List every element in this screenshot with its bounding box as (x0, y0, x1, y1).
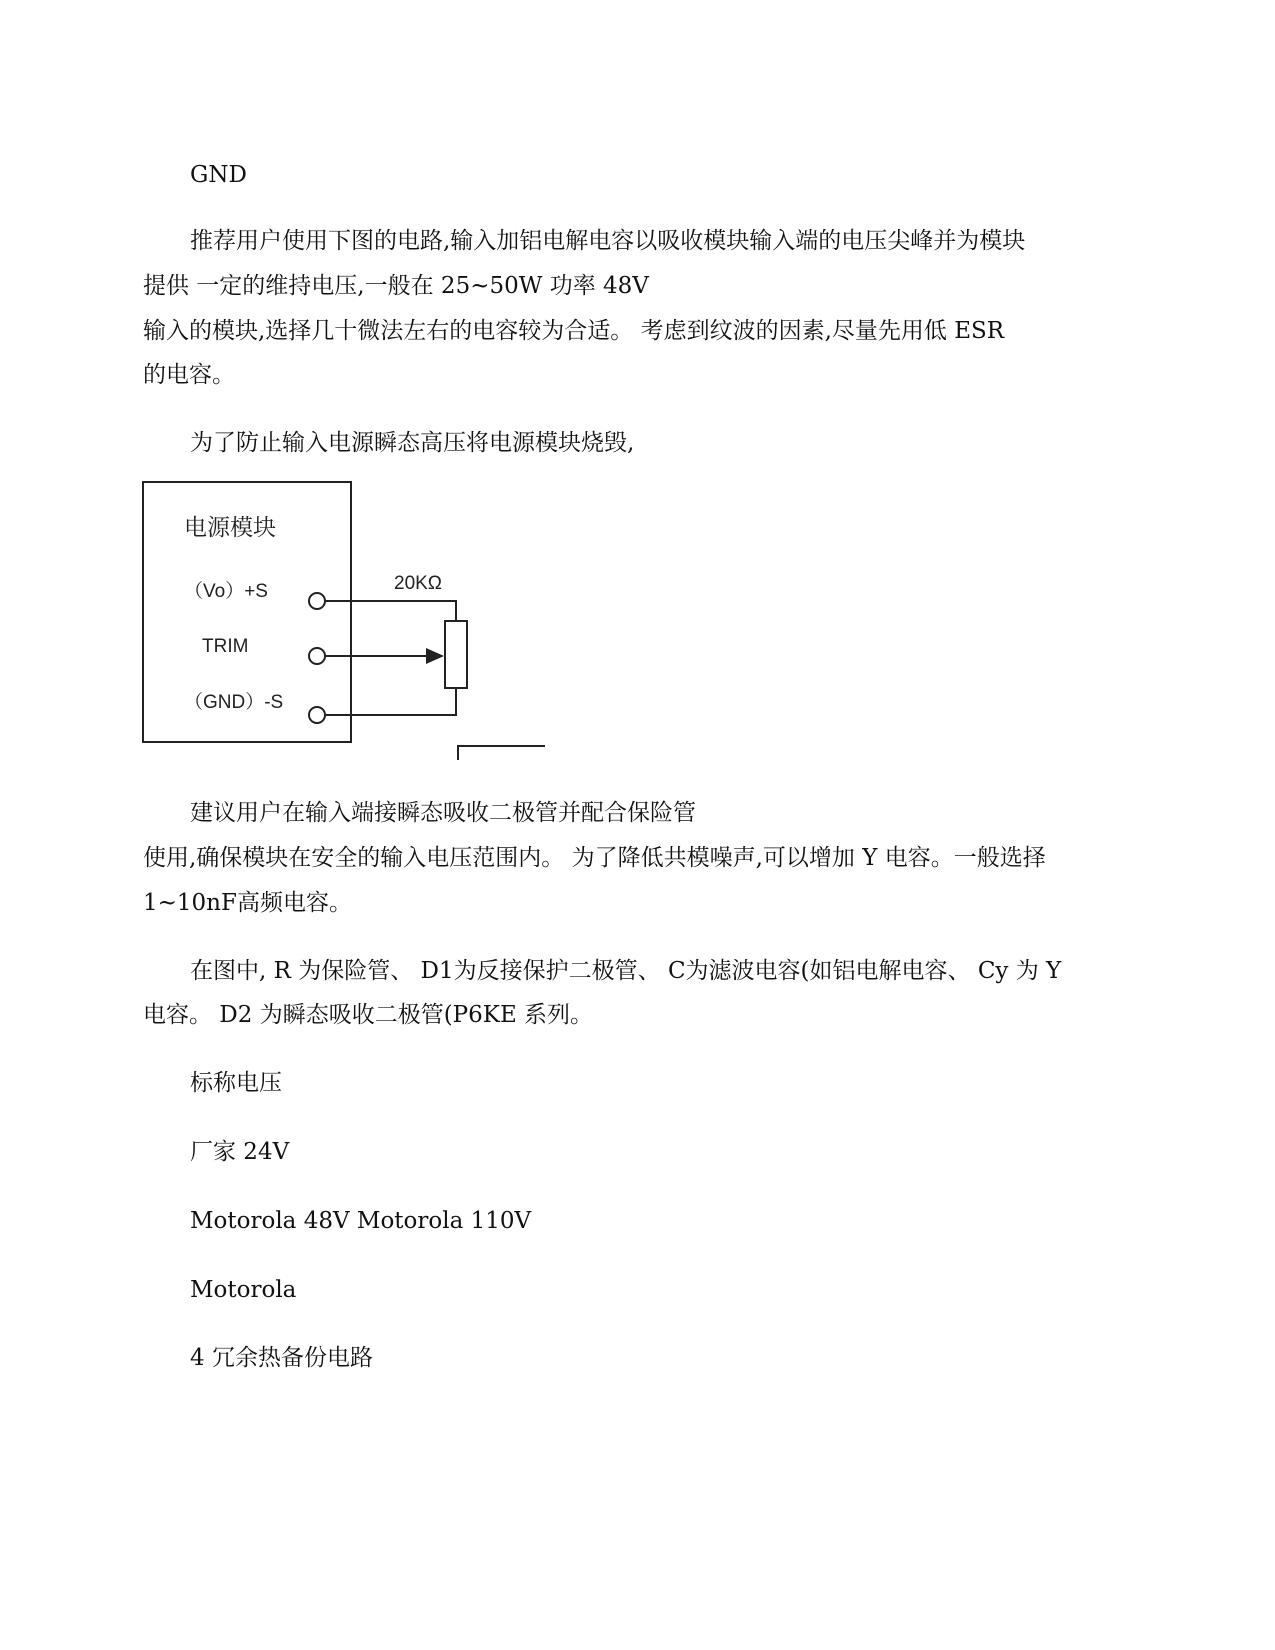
module-title: 电源模块 (184, 514, 276, 540)
nominal-voltage-text: 标称电压 (190, 1070, 282, 1096)
paragraph-1-line-1: 推荐用户使用下图的电路,输入加铝电解电容以吸收模块输入端的电压尖峰并为模块 (190, 228, 1026, 254)
motorola-text: Motorola (190, 1277, 297, 1303)
motorola-voltages-text: Motorola 48V Motorola 110V (190, 1208, 532, 1234)
sense-plus-terminal (309, 593, 325, 609)
resistor-value-label: 20KΩ (394, 573, 443, 594)
paragraph-4-line-1: 在图中, R 为保险管、 D1为反接保护二极管、 C为滤波电容(如铝电解电容、 Cy 为 Y (190, 958, 1062, 984)
sense-minus-terminal (309, 707, 325, 723)
paragraph-3-line-2: 使用,确保模块在安全的输入电压范围内。 为了降低共模噪声,可以增加 Y 电容。一般选择 (143, 845, 1046, 871)
paragraph-1-line-3: 输入的模块,选择几十微法左右的电容较为合适。 考虑到纹波的因素,尽量先用低 ESR (143, 318, 1005, 344)
trim-circuit-diagram (140, 480, 560, 765)
paragraph-2-line-1: 为了防止输入电源瞬态高压将电源模块烧毁, (190, 430, 635, 456)
paragraph-1-line-2: 提供 一定的维持电压,一般在 25~50W 功率 48V (143, 273, 649, 299)
paragraph-1-line-4: 的电容。 (143, 362, 235, 388)
gnd-text: GND (190, 162, 247, 188)
paragraph-4-line-2: 电容。 D2 为瞬态吸收二极管(P6KE 系列。 (143, 1002, 594, 1028)
pin-trim-label: TRIM (202, 636, 249, 657)
partial-line (458, 746, 545, 760)
vendor-24v-text: 厂家 24V (190, 1139, 290, 1165)
pin-sense-plus-label: （Vo）+S (184, 581, 268, 602)
wiper-arrow (426, 648, 444, 664)
section-4-heading: 4 冗余热备份电路 (190, 1345, 373, 1371)
potentiometer-body (445, 621, 467, 688)
paragraph-3-line-1: 建议用户在输入端接瞬态吸收二极管并配合保险管 (190, 800, 696, 826)
pin-sense-minus-label: （GND）-S (184, 692, 284, 713)
sense-minus-wire (325, 688, 456, 715)
trim-terminal (309, 648, 325, 664)
paragraph-3-line-3: 1~10nF高频电容。 (143, 890, 352, 916)
sense-plus-wire (325, 601, 456, 621)
